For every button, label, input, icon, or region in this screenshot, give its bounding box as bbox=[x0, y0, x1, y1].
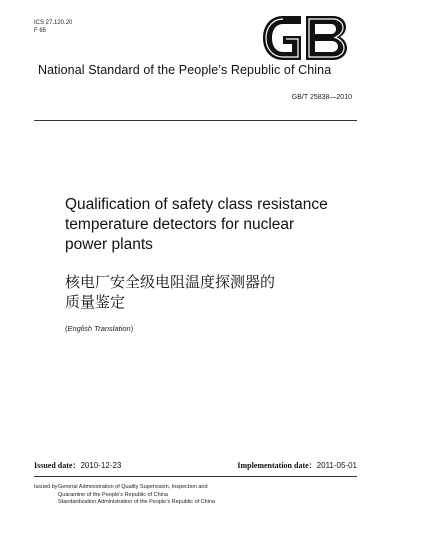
gb-logo bbox=[261, 14, 349, 62]
dates-row bbox=[34, 460, 357, 472]
chinese-title-line: 核电厂安全级电阻温度探测器的 bbox=[65, 273, 276, 291]
classification-codes bbox=[34, 19, 72, 35]
chinese-title-line: 质量鉴定 bbox=[65, 293, 126, 311]
chinese-title bbox=[65, 272, 385, 312]
header-divider bbox=[34, 120, 357, 121]
implementation-date-label: Implementation date： bbox=[237, 461, 317, 470]
issuer-line: Standardization Administration of the People’s Republic of China bbox=[58, 499, 216, 505]
issuer-lines bbox=[58, 484, 215, 507]
issuer-label: Issued by bbox=[34, 484, 58, 490]
issuer-line: General Administration of Quality Supervision, Inspection and bbox=[58, 484, 208, 490]
implementation-date-value: 2011-05-01 bbox=[316, 461, 357, 470]
implementation-date bbox=[237, 460, 357, 471]
english-title-line: Qualification of safety class resistance bbox=[65, 196, 328, 213]
translation-open-paren: ( bbox=[65, 324, 68, 333]
translation-text: English Translation bbox=[67, 324, 131, 333]
issued-date bbox=[34, 460, 121, 471]
issued-date-value: 2010-12-23 bbox=[80, 461, 122, 470]
translation-close-paren: ) bbox=[130, 324, 134, 333]
national-standard-heading: National Standard of the People’s Republic of China bbox=[38, 63, 332, 77]
ics-code: ICS 27.120.20 bbox=[34, 20, 73, 26]
issued-date-label: Issued date： bbox=[34, 461, 81, 470]
english-title-line: power plants bbox=[65, 236, 153, 253]
issuer-line: Quarantine of the People’s Republic of China bbox=[58, 491, 168, 498]
standard-number: GB/T 25838—2010 bbox=[291, 94, 352, 101]
footer-divider bbox=[34, 476, 357, 477]
ccs-code: F 65 bbox=[34, 28, 47, 34]
english-title bbox=[65, 195, 385, 255]
translation-note bbox=[65, 324, 133, 333]
english-title-line: temperature detectors for nuclear bbox=[65, 216, 295, 233]
gb-logo-text: GB bbox=[261, 14, 263, 15]
